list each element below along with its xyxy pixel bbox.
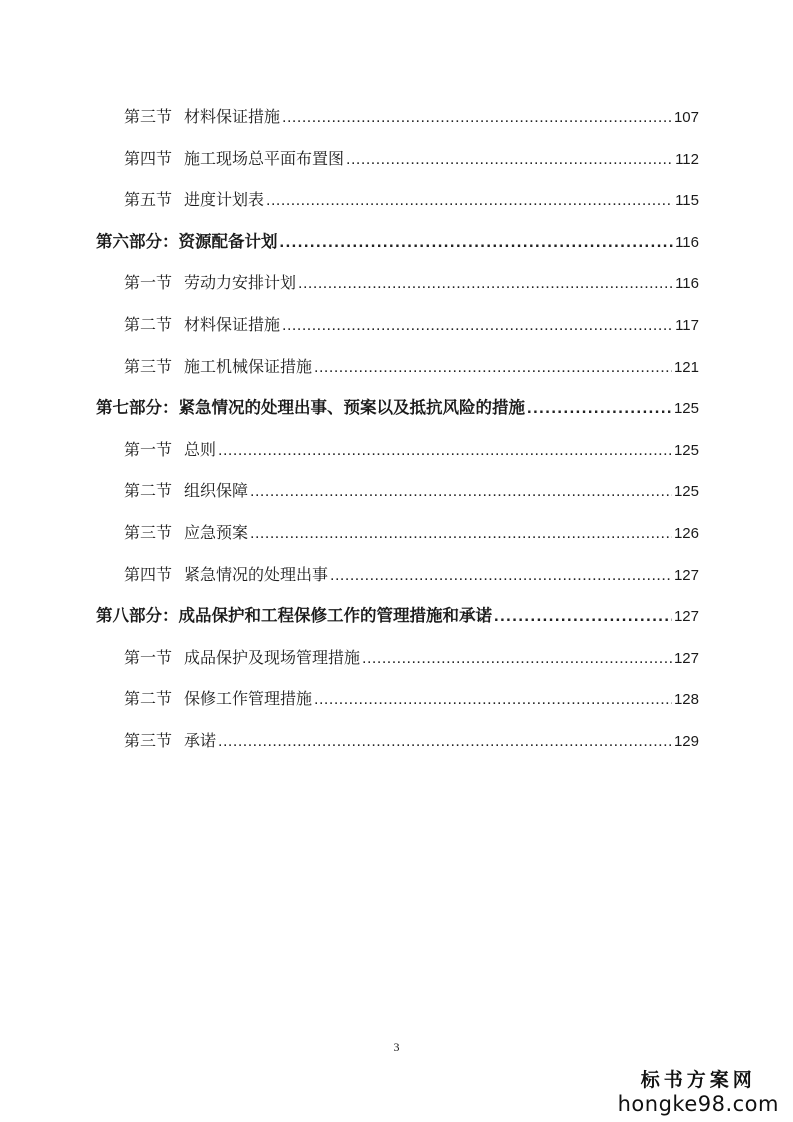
toc-entry-title: 材料保证措施: [184, 315, 281, 334]
toc-section-entry[interactable]: [124, 312, 699, 338]
toc-entry-page: 121: [673, 358, 699, 376]
toc-entry-number: 第二节: [124, 481, 173, 501]
toc-entry-number: 第一节: [124, 647, 173, 667]
toc-part-entry[interactable]: [96, 395, 699, 421]
toc-entry-number: 第三节: [124, 523, 173, 542]
toc-section-entry[interactable]: [124, 520, 699, 546]
toc-entry-title: 成品保护及现场管理措施: [184, 647, 361, 667]
toc-entry-number: 第二节: [124, 689, 173, 709]
toc-entry-title: 紧急情况的处理出事: [184, 564, 329, 584]
toc-entry-title: 第六部分：资源配备计划: [96, 231, 278, 251]
toc-entry-number: 第五节: [124, 190, 173, 210]
toc-dot-leader: [494, 603, 672, 629]
toc-dot-leader: [250, 521, 672, 547]
toc-entry-number: 第三节: [124, 731, 173, 750]
toc-entry-number: 第一节: [124, 439, 173, 459]
toc-section-entry[interactable]: [124, 104, 699, 130]
toc-entry-page: 125: [673, 441, 699, 459]
toc-part-entry[interactable]: [96, 603, 699, 629]
toc-entry-page: 117: [675, 317, 699, 334]
site-watermark: [618, 1065, 779, 1116]
toc-section-entry[interactable]: [124, 187, 699, 213]
toc-entry-page: 112: [675, 150, 699, 168]
toc-dot-leader: [282, 105, 672, 131]
toc-entry-number: 第三节: [124, 356, 173, 376]
toc-entry-number: 第四节: [124, 148, 173, 168]
toc-entry-page: 127: [673, 566, 699, 584]
toc-entry-page: 129: [673, 733, 699, 750]
toc-entry-title: 施工现场总平面布置图: [184, 148, 345, 168]
toc-entry-number: 第三节: [124, 107, 173, 126]
toc-part-entry[interactable]: [96, 229, 699, 255]
toc-section-entry[interactable]: [124, 562, 699, 588]
toc-entry-page: 128: [673, 691, 699, 709]
toc-section-entry[interactable]: [124, 437, 699, 463]
watermark-cn-text: 标书方案网: [640, 1069, 756, 1091]
toc-dot-leader: [346, 147, 673, 173]
toc-entry-page: 125: [673, 400, 699, 418]
toc-dot-leader: [280, 229, 674, 255]
toc-entry-page: 125: [673, 483, 699, 501]
toc-section-entry[interactable]: [124, 686, 699, 712]
toc-entry-number: 第一节: [124, 273, 173, 293]
toc-entry-title: 施工机械保证措施: [184, 356, 313, 376]
toc-section-entry[interactable]: [124, 146, 699, 172]
toc-entry-title: 承诺: [184, 731, 217, 750]
toc-entry-title: 第七部分：紧急情况的处理出事、预案以及抵抗风险的措施: [96, 398, 525, 418]
toc-entry-title: 保修工作管理措施: [184, 689, 313, 709]
toc-entry-page: 116: [675, 233, 699, 251]
toc-entry-title: 劳动力安排计划: [184, 273, 297, 293]
toc-section-entry[interactable]: [124, 645, 699, 671]
page-number: 3: [393, 1040, 400, 1054]
toc-entry-title: 材料保证措施: [184, 107, 281, 126]
toc-dot-leader: [330, 563, 672, 589]
toc-entry-title: 进度计划表: [184, 190, 265, 210]
toc-dot-leader: [218, 729, 672, 755]
toc-entry-number: 第四节: [124, 564, 173, 584]
toc-entry-title: 总则: [184, 439, 217, 459]
toc-dot-leader: [298, 271, 673, 297]
toc-dot-leader: [218, 438, 672, 464]
toc-dot-leader: [250, 479, 672, 505]
toc-entry-title: 组织保障: [184, 481, 249, 501]
toc-entry-page: 126: [673, 525, 699, 542]
toc-dot-leader: [527, 395, 672, 421]
toc-section-entry[interactable]: [124, 354, 699, 380]
toc-entry-page: 116: [675, 275, 699, 293]
toc-entry-page: 127: [673, 608, 699, 626]
toc-entry-title: 第八部分：成品保护和工程保修工作的管理措施和承诺: [96, 606, 492, 626]
toc-section-entry[interactable]: [124, 478, 699, 504]
toc-section-entry[interactable]: [124, 270, 699, 296]
toc-entry-page: 107: [673, 109, 699, 126]
toc-dot-leader: [314, 687, 672, 713]
toc-dot-leader: [314, 355, 672, 381]
toc-entry-page: 115: [675, 192, 699, 210]
toc-dot-leader: [266, 188, 673, 214]
toc-dot-leader: [362, 646, 672, 672]
toc-entry-title: 应急预案: [184, 523, 249, 542]
watermark-url: hongke98.com: [617, 1092, 779, 1116]
toc-section-entry[interactable]: [124, 728, 699, 754]
toc-entry-number: 第二节: [124, 315, 173, 334]
toc-dot-leader: [282, 313, 673, 339]
toc-entry-page: 127: [673, 649, 699, 667]
